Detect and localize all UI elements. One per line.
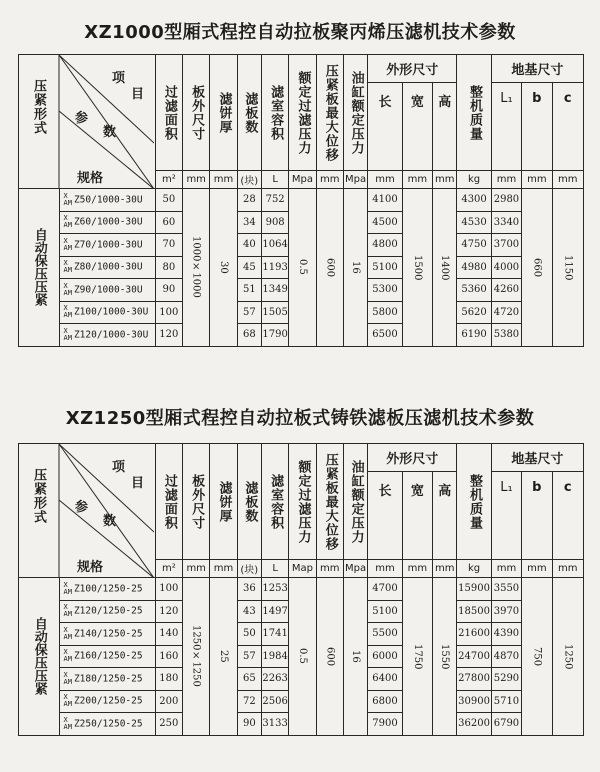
rated-pressure-cell-text: 0.5: [296, 648, 308, 665]
model-prefix-x: X: [63, 214, 68, 223]
unit-cell: Mpa: [343, 560, 367, 578]
model-prefix-xam: [64, 305, 72, 319]
table-1-title: XZ1000型厢式程控自动拉板聚丙烯压滤机技术参数: [84, 22, 516, 43]
header-rated-pressure-text: 额定过滤压力: [295, 459, 311, 544]
chamber-volume-cell: 1497: [261, 600, 288, 623]
area-cell: 140: [155, 623, 182, 646]
model-prefix-am: AM: [63, 198, 72, 207]
unit-cell: mm: [210, 171, 237, 189]
corner-project-a: 项: [112, 71, 126, 86]
plate-count-cell: 28: [237, 189, 261, 212]
chamber-volume-cell: 752: [261, 189, 288, 212]
header-cake-thickness: [210, 55, 237, 171]
chamber-volume-cell: 1741: [261, 623, 288, 646]
height-cell-text: 1400: [439, 254, 451, 280]
plate-count-cell: 65: [237, 668, 261, 691]
model-prefix-x: X: [63, 304, 68, 313]
l1-cell: 3550: [491, 578, 521, 601]
header-plate-size: [183, 55, 210, 171]
model-prefix-x: X: [63, 625, 68, 634]
c-cell-text: 1250: [562, 643, 574, 669]
model-prefix-am: AM: [63, 243, 72, 252]
header-oil-pressure: [343, 444, 367, 560]
mass-cell: 36200: [457, 713, 491, 736]
width-cell-text: 1750: [411, 643, 423, 669]
table-2-title: XZ1250型厢式程控自动拉板式铸铁滤板压滤机技术参数: [65, 408, 535, 429]
corner-press-mode-label: 压紧形式: [31, 468, 46, 524]
header-foundation-size: 地基尺寸: [491, 55, 583, 83]
c-cell: [552, 578, 583, 736]
l1-cell: 6790: [491, 713, 521, 736]
model-code: Z250/1250-25: [73, 718, 143, 730]
header-plate-count: [237, 444, 261, 560]
model-prefix-xam: [64, 717, 72, 731]
model-cell: [59, 600, 155, 623]
header-filter-area: [155, 444, 182, 560]
header-rated-pressure: [289, 444, 316, 560]
model-cell: [59, 713, 155, 736]
header-rated-pressure-text: 额定过滤压力: [295, 70, 311, 155]
model-prefix-xam: [64, 649, 72, 663]
length-cell: 5500: [368, 623, 402, 646]
unit-cell: mm: [368, 171, 402, 189]
model-code: Z70/1000-30U: [73, 239, 143, 251]
model-cell: [59, 189, 155, 212]
model-prefix-am: AM: [63, 333, 72, 342]
chamber-volume-cell: 1253: [261, 578, 288, 601]
unit-cell: (块): [237, 560, 261, 578]
plate-count-cell: 36: [237, 578, 261, 601]
header-plate-size-text: 板外尺寸: [189, 473, 205, 530]
unit-cell: kg: [457, 171, 491, 189]
area-cell: 160: [155, 645, 182, 668]
corner-press-mode-label: 压紧形式: [31, 79, 46, 135]
model-prefix-x: X: [63, 603, 68, 612]
plate-count-cell: 57: [237, 645, 261, 668]
unit-cell: Mpa: [289, 171, 316, 189]
mass-cell: 5620: [457, 301, 491, 324]
model-prefix-xam: [64, 260, 72, 274]
unit-cell: (块): [237, 171, 261, 189]
plate-count-cell: 68: [237, 324, 261, 347]
oil-pressure-cell: [343, 578, 367, 736]
model-cell: [59, 645, 155, 668]
model-prefix-am: AM: [63, 311, 72, 320]
model-prefix-xam: [64, 328, 72, 342]
area-cell: 60: [155, 211, 182, 234]
area-cell: 180: [155, 668, 182, 691]
plate-count-cell: 40: [237, 234, 261, 257]
mass-cell: 5360: [457, 279, 491, 302]
length-cell: 5100: [368, 256, 402, 279]
header-max-travel: [316, 55, 343, 171]
model-cell: [59, 279, 155, 302]
length-cell: 6500: [368, 324, 402, 347]
b-cell-text: 660: [531, 257, 543, 277]
model-cell: [59, 690, 155, 713]
height-cell-text: 1550: [439, 643, 451, 669]
width-cell: [402, 578, 432, 736]
model-prefix-xam: [64, 694, 72, 708]
unit-cell: mm: [402, 560, 432, 578]
header-c: c: [552, 83, 583, 171]
model-cell: [59, 211, 155, 234]
model-prefix-am: AM: [63, 266, 72, 275]
oil-pressure-cell: [343, 189, 367, 347]
length-cell: 4800: [368, 234, 402, 257]
model-prefix-x: X: [63, 191, 68, 200]
model-prefix-xam: [64, 582, 72, 596]
model-code: Z200/1250-25: [73, 695, 143, 707]
mass-cell: 4980: [457, 256, 491, 279]
plate-count-cell: 34: [237, 211, 261, 234]
length-cell: 5100: [368, 600, 402, 623]
header-width: 宽: [402, 83, 432, 171]
header-b: b: [522, 83, 552, 171]
header-outer-dimensions: 外形尺寸: [368, 55, 457, 83]
unit-cell: kg: [457, 560, 491, 578]
model-prefix-am: AM: [63, 587, 72, 596]
header-chamber-volume: [261, 444, 288, 560]
plate-count-cell: 51: [237, 279, 261, 302]
plate-size-cell-text: 1250×1250: [190, 625, 202, 688]
model-prefix-am: AM: [63, 700, 72, 709]
max-travel-cell-text: 600: [324, 646, 336, 666]
model-prefix-x: X: [63, 259, 68, 268]
unit-cell: mm: [552, 560, 583, 578]
mass-cell: 18500: [457, 600, 491, 623]
model-code: Z50/1000-30U: [73, 194, 143, 206]
chamber-volume-cell: 1193: [261, 256, 288, 279]
corner-spec: 规格: [77, 171, 104, 186]
chamber-volume-cell: 2263: [261, 668, 288, 691]
model-code: Z120/1000-30U: [73, 329, 149, 341]
model-prefix-xam: [64, 672, 72, 686]
unit-cell: mm: [316, 171, 343, 189]
header-plate-count-text: 滤板数: [242, 91, 258, 134]
unit-cell: mm: [183, 171, 210, 189]
max-travel-cell: [316, 189, 343, 347]
cake-thickness-cell: [210, 189, 237, 347]
l1-cell: 4000: [491, 256, 521, 279]
header-l1: L₁: [491, 472, 521, 560]
oil-pressure-cell-text: 16: [350, 260, 362, 274]
press-mode-cell: [19, 189, 60, 347]
mass-cell: 15900: [457, 578, 491, 601]
plate-size-cell: [183, 189, 210, 347]
model-code: Z180/1250-25: [73, 673, 143, 685]
model-prefix-xam: [64, 215, 72, 229]
model-cell: [59, 301, 155, 324]
header-oil-pressure: [343, 55, 367, 171]
length-cell: 6400: [368, 668, 402, 691]
length-cell: 7900: [368, 713, 402, 736]
header-max-travel-text: 压紧板最大位移: [322, 63, 338, 162]
chamber-volume-cell: 1505: [261, 301, 288, 324]
rated-pressure-cell-text: 0.5: [296, 259, 308, 276]
corner-param-b: 数: [103, 125, 117, 140]
model-prefix-xam: [64, 627, 72, 641]
unit-cell: Map: [289, 560, 316, 578]
header-chamber-volume: [261, 55, 288, 171]
height-cell: [433, 189, 457, 347]
l1-cell: 5380: [491, 324, 521, 347]
height-cell: [433, 578, 457, 736]
rated-pressure-cell: [289, 578, 316, 736]
mass-cell: 27800: [457, 668, 491, 691]
spec-table-1: [18, 54, 584, 347]
header-width: 宽: [402, 472, 432, 560]
header-corner: [19, 55, 156, 189]
area-cell: 250: [155, 713, 182, 736]
mass-cell: 21600: [457, 623, 491, 646]
oil-pressure-cell-text: 16: [350, 649, 362, 663]
corner-param-a: 参: [75, 500, 89, 515]
header-plate-size-text: 板外尺寸: [189, 84, 205, 141]
area-cell: 100: [155, 301, 182, 324]
l1-cell: 4390: [491, 623, 521, 646]
header-max-travel-text: 压紧板最大位移: [322, 452, 338, 551]
model-code: Z60/1000-30U: [73, 216, 143, 228]
length-cell: 5800: [368, 301, 402, 324]
header-max-travel: [316, 444, 343, 560]
header-machine-mass-text: 整机质量: [467, 84, 483, 141]
header-foundation-size: 地基尺寸: [491, 444, 583, 472]
press-mode-cell: [19, 578, 60, 736]
l1-cell: 4260: [491, 279, 521, 302]
mass-cell: 4530: [457, 211, 491, 234]
chamber-volume-cell: 1349: [261, 279, 288, 302]
header-height: 高: [433, 472, 457, 560]
chamber-volume-cell: 1984: [261, 645, 288, 668]
width-cell: [402, 189, 432, 347]
header-plate-count-text: 滤板数: [242, 480, 258, 523]
length-cell: 4700: [368, 578, 402, 601]
unit-cell: mm: [316, 560, 343, 578]
header-oil-pressure-text: 油缸额定压力: [348, 70, 364, 155]
plate-size-cell: [183, 578, 210, 736]
unit-cell: mm: [522, 560, 552, 578]
header-chamber-volume-text: 滤室容积: [268, 84, 284, 141]
area-cell: 50: [155, 189, 182, 212]
c-cell: [552, 189, 583, 347]
unit-cell: mm: [552, 171, 583, 189]
plate-count-cell: 57: [237, 301, 261, 324]
unit-cell: mm: [210, 560, 237, 578]
l1-cell: 4720: [491, 301, 521, 324]
header-machine-mass: [457, 444, 491, 560]
table-row: [19, 189, 584, 212]
model-prefix-am: AM: [63, 288, 72, 297]
length-cell: 4100: [368, 189, 402, 212]
press-mode-cell-text: 自动保压压紧: [31, 617, 47, 696]
table-row: [19, 578, 584, 601]
model-prefix-xam: [64, 193, 72, 207]
header-plate-size: [183, 444, 210, 560]
header-filter-area: [155, 55, 182, 171]
mass-cell: 4750: [457, 234, 491, 257]
length-cell: 6000: [368, 645, 402, 668]
max-travel-cell-text: 600: [324, 257, 336, 277]
max-travel-cell: [316, 578, 343, 736]
l1-cell: 5290: [491, 668, 521, 691]
length-cell: 5300: [368, 279, 402, 302]
area-cell: 70: [155, 234, 182, 257]
header-machine-mass-text: 整机质量: [467, 473, 483, 530]
header-corner: [19, 444, 156, 578]
unit-cell: mm: [368, 560, 402, 578]
length-cell: 6800: [368, 690, 402, 713]
model-code: Z90/1000-30U: [73, 284, 143, 296]
plate-count-cell: 43: [237, 600, 261, 623]
unit-cell: Mpa: [343, 171, 367, 189]
header-outer-dimensions: 外形尺寸: [368, 444, 457, 472]
l1-cell: 5710: [491, 690, 521, 713]
header-rated-pressure: [289, 55, 316, 171]
area-cell: 200: [155, 690, 182, 713]
chamber-volume-cell: 908: [261, 211, 288, 234]
unit-cell: mm: [491, 171, 521, 189]
width-cell-text: 1500: [411, 254, 423, 280]
l1-cell: 3700: [491, 234, 521, 257]
model-prefix-x: X: [63, 670, 68, 679]
model-prefix-am: AM: [63, 677, 72, 686]
cake-thickness-cell: [210, 578, 237, 736]
header-plate-count: [237, 55, 261, 171]
model-prefix-xam: [64, 604, 72, 618]
plate-count-cell: 50: [237, 623, 261, 646]
unit-cell: mm: [433, 560, 457, 578]
area-cell: 90: [155, 279, 182, 302]
model-code: Z100/1250-25: [73, 583, 143, 595]
unit-cell: mm: [433, 171, 457, 189]
model-code: Z120/1250-25: [73, 605, 143, 617]
mass-cell: 30900: [457, 690, 491, 713]
model-prefix-xam: [64, 238, 72, 252]
unit-cell: mm: [402, 171, 432, 189]
model-prefix-am: AM: [63, 722, 72, 731]
header-cake-thickness-text: 滤饼厚: [216, 480, 232, 523]
corner-param-b: 数: [103, 514, 117, 529]
model-cell: [59, 256, 155, 279]
unit-cell: L: [261, 171, 288, 189]
plate-count-cell: 90: [237, 713, 261, 736]
header-c: c: [552, 472, 583, 560]
model-prefix-am: AM: [63, 655, 72, 664]
header-machine-mass: [457, 55, 491, 171]
header-filter-area-text: 过滤面积: [161, 473, 177, 530]
model-prefix-x: X: [63, 236, 68, 245]
length-cell: 4500: [368, 211, 402, 234]
press-mode-cell-text: 自动保压压紧: [31, 228, 47, 307]
header-b: b: [522, 472, 552, 560]
rated-pressure-cell: [289, 189, 316, 347]
plate-count-cell: 72: [237, 690, 261, 713]
chamber-volume-cell: 1790: [261, 324, 288, 347]
model-cell: [59, 623, 155, 646]
header-row-1: [19, 55, 584, 83]
header-length: 长: [368, 472, 402, 560]
area-cell: 120: [155, 600, 182, 623]
l1-cell: 3340: [491, 211, 521, 234]
mass-cell: 6190: [457, 324, 491, 347]
l1-cell: 4870: [491, 645, 521, 668]
area-cell: 120: [155, 324, 182, 347]
header-length: 长: [368, 83, 402, 171]
model-prefix-x: X: [63, 326, 68, 335]
model-prefix-x: X: [63, 693, 68, 702]
mass-cell: 4300: [457, 189, 491, 212]
model-prefix-x: X: [63, 281, 68, 290]
model-code: Z160/1250-25: [73, 650, 143, 662]
model-cell: [59, 578, 155, 601]
unit-cell: mm: [491, 560, 521, 578]
unit-cell: m²: [155, 171, 182, 189]
l1-cell: 3970: [491, 600, 521, 623]
model-prefix-am: AM: [63, 610, 72, 619]
cake-thickness-cell-text: 25: [218, 649, 229, 663]
corner-param-a: 参: [75, 111, 89, 126]
area-cell: 80: [155, 256, 182, 279]
corner-spec: 规格: [77, 560, 104, 575]
model-cell: [59, 668, 155, 691]
l1-cell: 2980: [491, 189, 521, 212]
mass-cell: 24700: [457, 645, 491, 668]
corner-project-a: 项: [112, 460, 126, 475]
model-code: Z100/1000-30U: [73, 306, 149, 318]
unit-cell: mm: [183, 560, 210, 578]
unit-cell: m²: [155, 560, 182, 578]
b-cell: [522, 578, 552, 736]
model-prefix-x: X: [63, 580, 68, 589]
b-cell: [522, 189, 552, 347]
model-prefix-x: X: [63, 715, 68, 724]
header-row-1: [19, 444, 584, 472]
header-oil-pressure-text: 油缸额定压力: [348, 459, 364, 544]
plate-count-cell: 45: [237, 256, 261, 279]
b-cell-text: 750: [531, 646, 543, 666]
header-filter-area-text: 过滤面积: [161, 84, 177, 141]
chamber-volume-cell: 2506: [261, 690, 288, 713]
plate-size-cell-text: 1000×1000: [190, 236, 202, 299]
c-cell-text: 1150: [562, 254, 574, 280]
model-prefix-xam: [64, 283, 72, 297]
model-cell: [59, 324, 155, 347]
header-l1: L₁: [491, 83, 521, 171]
corner-project-b: 目: [131, 87, 145, 102]
corner-project-b: 目: [131, 476, 145, 491]
cake-thickness-cell-text: 30: [218, 260, 229, 274]
header-chamber-volume-text: 滤室容积: [268, 473, 284, 530]
header-cake-thickness-text: 滤饼厚: [216, 91, 232, 134]
chamber-volume-cell: 1064: [261, 234, 288, 257]
area-cell: 100: [155, 578, 182, 601]
model-code: Z140/1250-25: [73, 628, 143, 640]
model-code: Z80/1000-30U: [73, 261, 143, 273]
spec-table-2: [18, 443, 584, 736]
model-cell: [59, 234, 155, 257]
unit-cell: L: [261, 560, 288, 578]
header-height: 高: [433, 83, 457, 171]
model-prefix-am: AM: [63, 632, 72, 641]
model-prefix-x: X: [63, 648, 68, 657]
unit-cell: mm: [522, 171, 552, 189]
model-prefix-am: AM: [63, 221, 72, 230]
chamber-volume-cell: 3133: [261, 713, 288, 736]
header-cake-thickness: [210, 444, 237, 560]
